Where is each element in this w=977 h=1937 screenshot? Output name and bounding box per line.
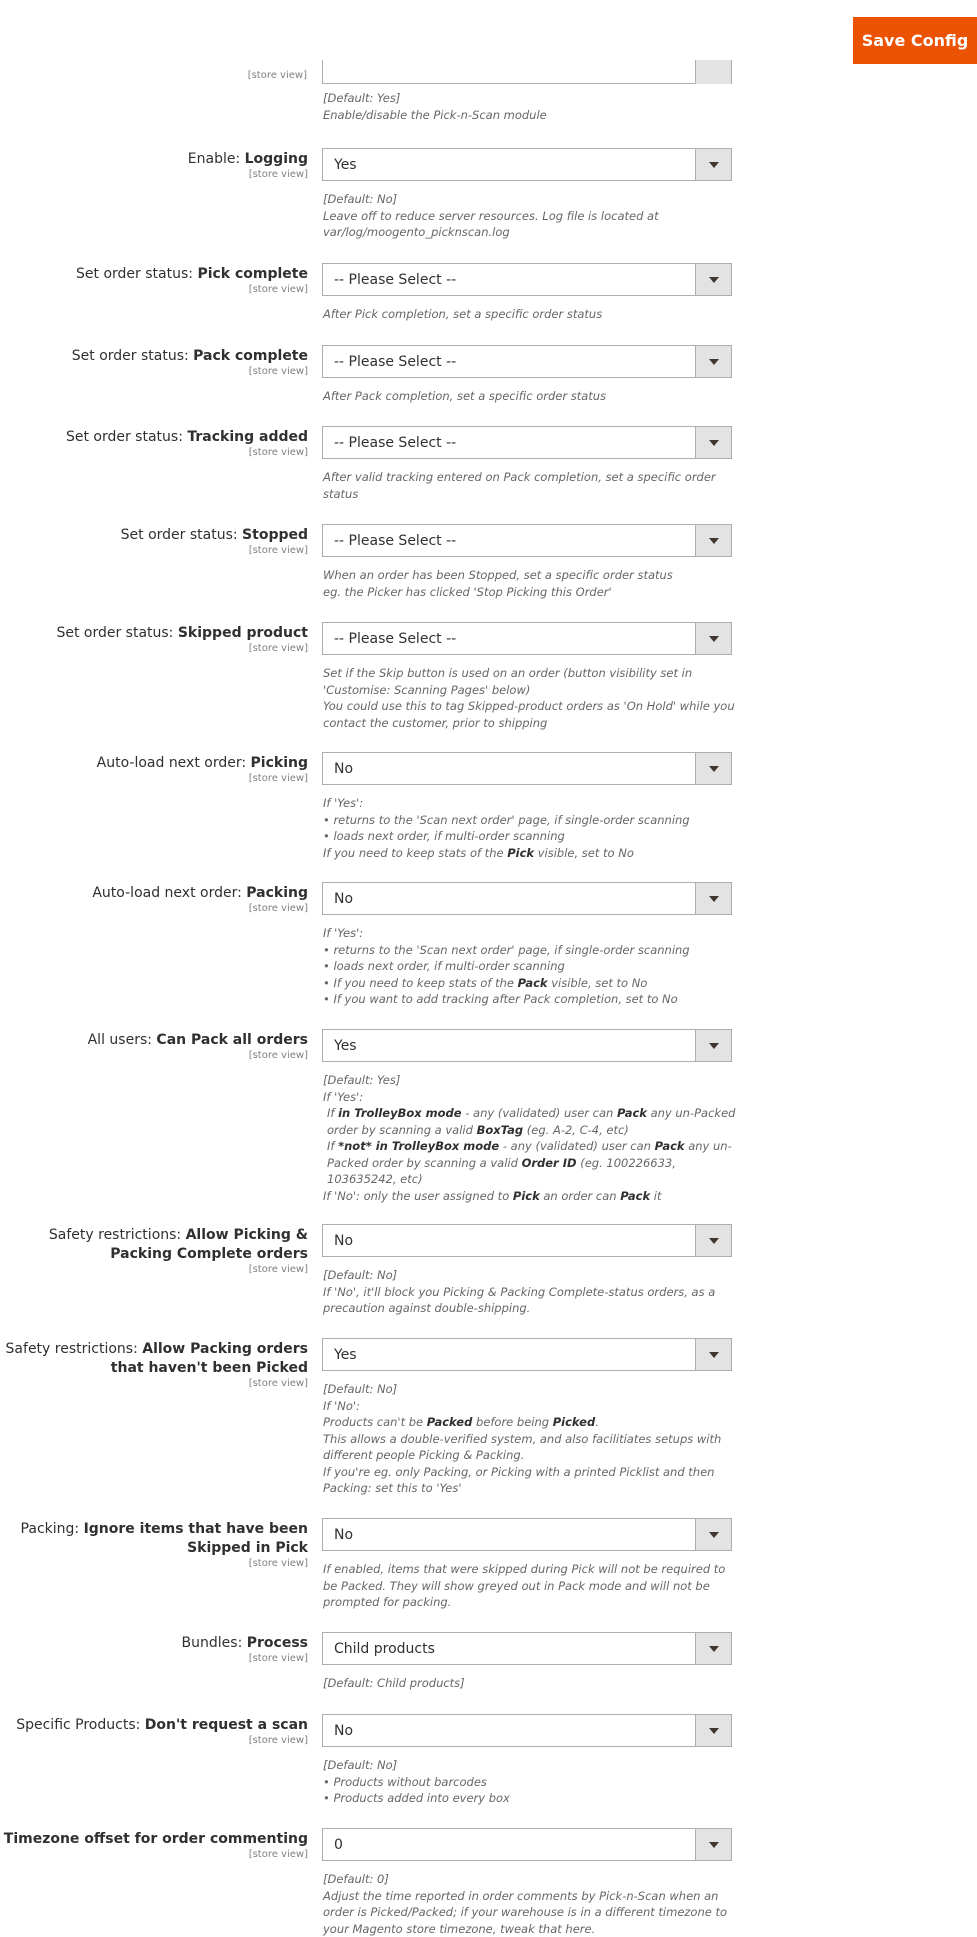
field-label [0,428,308,459]
skipped-product-select[interactable] [322,622,732,655]
logging-select[interactable] [322,148,732,181]
field-label-prefix: Bundles: [182,1635,247,1651]
comment-line [323,1072,738,1089]
comment-line [323,1381,738,1398]
field-comment [323,567,738,600]
field-label [0,1340,308,1390]
tracking-added-select[interactable] [322,426,732,459]
chevron-down-icon [709,538,719,544]
field-label-prefix: All users: [88,1032,157,1048]
comment-text: If 'No': only the user assigned to [323,1189,513,1203]
scope-label: [store view] [0,1735,308,1747]
field-comment [323,1757,738,1807]
field-label-name: Stopped [242,527,308,543]
comment-text: [Default: No] [323,1758,397,1772]
field-comment [323,306,738,323]
comment-line [323,958,738,975]
field-label [0,1226,308,1276]
timezone-offset-for-order-commenting-select[interactable] [322,1828,732,1861]
select-value: No [334,1723,353,1739]
comment-text: [Default: Yes] [323,1073,400,1087]
field-label-name: Can Pack all orders [156,1032,308,1048]
field-label-prefix: Set order status: [76,266,197,282]
select-toggle[interactable] [695,1339,731,1370]
comment-line [323,1138,738,1188]
chevron-down-icon [709,1352,719,1358]
comment-line [323,208,738,241]
comment-text: • Products without barcodes [323,1775,487,1789]
field-label-name: Picking [251,755,308,771]
comment-text: [Default: No] [323,1268,397,1282]
comment-emphasis: Packed [427,1415,473,1429]
comment-text: it [650,1189,661,1203]
field-comment [323,1072,738,1204]
field-label [0,1031,308,1062]
field-comment [323,1675,738,1692]
comment-line [323,567,738,584]
comment-line: Enable/disable the Pick-n-Scan module [323,107,738,124]
comment-line [323,1284,738,1317]
field-label-prefix: Enable: [188,151,245,167]
field-label-name: Process [247,1635,308,1651]
chevron-down-icon [709,277,719,283]
select-value: No [334,761,353,777]
allow-packing-orders-that-haven-t-been-picked-select[interactable] [322,1338,732,1371]
field-label-prefix: Auto-load next order: [97,755,251,771]
comment-emphasis: Pack [617,1106,647,1120]
comment-text: If [327,1139,338,1153]
field-label [0,754,308,785]
select-value: No [334,1233,353,1249]
comment-line [323,795,738,812]
field-label [0,1716,308,1747]
field-label-name: Ignore items that have been Skipped in Pick [84,1521,308,1556]
comment-emphasis: Order ID [522,1156,577,1170]
scope-label: [store view] [0,1849,308,1861]
select-toggle[interactable] [695,1633,731,1664]
comment-text: - any (validated) user can [499,1139,654,1153]
field-label [0,265,308,296]
comment-text: If 'No', it'll block you Picking & Packing Complete-status orders, as a precaution against double-shipping. [323,1285,715,1316]
save-config-button[interactable]: Save Config [853,17,977,64]
field-label-name: Don't request a scan [145,1717,308,1733]
select-toggle[interactable] [695,1829,731,1860]
comment-line [323,942,738,959]
comment-text: When an order has been Stopped, set a specific order status [323,568,673,582]
comment-text: If [327,1106,338,1120]
comment-text: [Default: 0] [323,1872,389,1886]
scope-label: [store view] [0,1378,308,1390]
scope-label: [store view] [0,1653,308,1665]
comment-text: • Products added into every box [323,1791,510,1805]
comment-text: If 'No': [323,1399,360,1413]
chevron-down-icon [709,440,719,446]
select-toggle[interactable] [695,623,731,654]
field-comment [323,1871,738,1937]
select-toggle[interactable] [695,1519,731,1550]
chevron-down-icon [709,896,719,902]
field-label [0,1634,308,1665]
select-value: No [334,1527,353,1543]
field-comment [323,795,738,861]
scope-label: [store view] [0,169,308,181]
comment-emphasis: Pick [507,846,534,860]
field-comment [323,1561,738,1611]
comment-line [323,1774,738,1791]
comment-line [323,1675,738,1692]
comment-line [323,1105,738,1138]
comment-emphasis: Pick [513,1189,540,1203]
comment-text: • If you need to keep stats of the [323,976,518,990]
comment-line [323,828,738,845]
field-label-prefix: Specific Products: [16,1717,145,1733]
scope-label: [store view] [0,366,308,378]
field-comment [323,191,738,241]
field-comment [323,1381,738,1497]
comment-line [323,1757,738,1774]
comment-line [323,388,738,405]
comment-text: any un-Packed order by scanning a valid [327,1139,732,1170]
comment-line [323,1464,738,1497]
comment-emphasis: *not* in TrolleyBox mode [338,1139,499,1153]
field-label-prefix: Set order status: [56,625,177,641]
chevron-down-icon [709,1728,719,1734]
field-label-name: Allow Packing orders that haven't been Picked [111,1341,308,1376]
select-toggle[interactable] [695,264,731,295]
field-label [0,1830,308,1861]
comment-text: • loads next order, if multi-order scanning [323,829,565,843]
allow-picking-packing-complete-orders-select[interactable] [322,1224,732,1257]
scope-label: [store view] [0,1558,308,1570]
field-label [0,347,308,378]
field-label-prefix: Safety restrictions: [49,1227,186,1243]
select-value: Yes [334,1038,357,1054]
comment-text: visible, set to No [548,976,648,990]
ignore-items-that-have-been-skipped-in-pick-select[interactable] [322,1518,732,1551]
comment-line [323,306,738,323]
comment-line [323,1267,738,1284]
comment-text: [Default: No] [323,1382,397,1396]
field-label-name: Skipped product [178,625,308,641]
comment-emphasis: Pack [518,976,548,990]
picking-select[interactable] [322,752,732,785]
select-toggle[interactable] [695,883,731,914]
field-label-name: Pick complete [197,266,308,282]
comment-text: If 'Yes': [323,926,363,940]
chevron-down-icon [709,1043,719,1049]
can-pack-all-orders-select[interactable] [322,1029,732,1062]
comment-line [323,1431,738,1464]
chevron-down-icon [709,1532,719,1538]
field-comment [323,925,738,1008]
select-value: Child products [334,1641,435,1657]
scope-label: [store view] [0,773,308,785]
scope-label: [store view] [248,70,307,81]
pack-complete-select[interactable] [322,345,732,378]
scope-label: [store view] [0,643,308,655]
comment-text: Adjust the time reported in order comments by Pick-n-Scan when an order is Picked/Packed; if your warehouse is in a different timezone to your Magento store timezone, tweak that here. [323,1889,727,1936]
comment-line [323,1188,738,1205]
scope-label: [store view] [0,545,308,557]
select-value: -- Please Select -- [334,272,456,288]
field-label [0,884,308,915]
select-toggle[interactable] [695,149,731,180]
enable-module-select[interactable] [322,60,732,84]
comment-text: [Default: Child products] [323,1676,465,1690]
field-label-name: Packing [246,885,308,901]
process-select[interactable] [322,1632,732,1665]
comment-line [323,698,738,731]
select-value: 0 [334,1837,343,1853]
comment-text: (eg. 100226633, 103635242, etc) [327,1156,676,1187]
field-label-prefix: Set order status: [72,348,193,364]
comment-line [323,925,738,942]
select-value: -- Please Select -- [334,533,456,549]
select-value: -- Please Select -- [334,354,456,370]
comment-text: . [595,1415,599,1429]
comment-text: If 'Yes': [323,796,363,810]
comment-line [323,812,738,829]
scope-label: [store view] [0,447,308,459]
field-label-name: Allow Picking & Packing Complete orders [110,1227,308,1262]
scope-label: [store view] [0,903,308,915]
field-comment [323,665,738,731]
comment-line [323,1414,738,1431]
comment-text: - any (validated) user can [462,1106,617,1120]
comment-line [323,1398,738,1415]
select-value: No [334,891,353,907]
comment-text: If 'Yes': [323,1090,363,1104]
field-label [0,1520,308,1570]
chevron-down-icon [709,766,719,772]
comment-text: If enabled, items that were skipped during Pick will not be required to be Packed. They will show greyed out in Pack mode and will not be prompted for packing. [323,1562,725,1609]
comment-text: If you need to keep stats of the [323,846,507,860]
select-toggle[interactable] [695,427,731,458]
pick-complete-select[interactable] [322,263,732,296]
comment-text: If you're eg. only Packing, or Picking with a printed Picklist and then Packing: set this to 'Yes' [323,1465,714,1496]
comment-text: an order can [540,1189,620,1203]
select-toggle[interactable] [695,1715,731,1746]
field-label [0,150,308,181]
comment-text: After Pack completion, set a specific order status [323,389,606,403]
field-label-name: Tracking added [187,429,308,445]
comment-emphasis: in TrolleyBox mode [338,1106,461,1120]
field-label-name: Timezone offset for order commenting [4,1831,308,1847]
select-toggle[interactable] [695,753,731,784]
select-value: Yes [334,1347,357,1363]
comment-emphasis: Picked [553,1415,595,1429]
select-toggle[interactable] [695,1030,731,1061]
field-comment [323,1267,738,1317]
comment-text: Set if the Skip button is used on an order (button visibility set in 'Customise: Scanning Pages' below) [323,666,692,697]
chevron-down-icon [709,1646,719,1652]
comment-line [323,975,738,992]
comment-line [323,1871,738,1888]
comment-emphasis: Pack [620,1189,650,1203]
comment-line [323,665,738,698]
comment-text: visible, set to No [534,846,634,860]
comment-text: After valid tracking entered on Pack completion, set a specific order status [323,470,716,501]
field-label-prefix: Set order status: [66,429,187,445]
comment-text: Leave off to reduce server resources. Log file is located at var/log/moogento_picknscan.log [323,209,659,240]
comment-text: • returns to the 'Scan next order' page, if single-order scanning [323,813,690,827]
chevron-down-icon [709,636,719,642]
comment-line [323,469,738,502]
comment-line [323,1561,738,1611]
field-comment [323,388,738,405]
field-label-prefix: Auto-load next order: [92,885,246,901]
comment-emphasis: Pack [655,1139,685,1153]
comment-line [323,1790,738,1807]
comment-text: You could use this to tag Skipped-product orders as 'On Hold' while you contact the customer, prior to shipping [323,699,735,730]
don-t-request-a-scan-select[interactable] [322,1714,732,1747]
comment-text: This allows a double-verified system, and also facilitiates setups with different people Picking & Packing. [323,1432,721,1463]
select-toggle[interactable] [695,60,731,84]
chevron-down-icon [709,1238,719,1244]
comment-line [323,1888,738,1937]
comment-line [323,1089,738,1106]
scope-label: [store view] [0,1264,308,1276]
select-value: Yes [334,157,357,173]
comment-text: eg. the Picker has clicked 'Stop Picking this Order' [323,585,612,599]
comment-text: After Pick completion, set a specific order status [323,307,602,321]
comment-line [323,845,738,862]
comment-text: Products can't be [323,1415,427,1429]
comment-text: before being [472,1415,552,1429]
comment-line [323,991,738,1008]
field-label [0,526,308,557]
scope-label: [store view] [0,284,308,296]
field-label-name: Logging [245,151,308,167]
comment-line [323,191,738,208]
field-label-name: Pack complete [193,348,308,364]
field-label [0,624,308,655]
chevron-down-icon [709,162,719,168]
comment-emphasis: BoxTag [477,1123,524,1137]
comment-text: [Default: No] [323,192,397,206]
packing-select[interactable] [322,882,732,915]
stopped-select[interactable] [322,524,732,557]
field-label-prefix: Packing: [21,1521,84,1537]
select-value: -- Please Select -- [334,435,456,451]
comment-text: (eg. A-2, C-4, etc) [523,1123,629,1137]
scope-label: [store view] [0,1050,308,1062]
field-comment [323,469,738,502]
comment-line: [Default: Yes] [323,90,738,107]
field-comment [323,90,738,123]
comment-text: • If you want to add tracking after Pack completion, set to No [323,992,678,1006]
comment-line [323,584,738,601]
comment-text: any un-Packed order by scanning a valid [327,1106,735,1137]
select-toggle[interactable] [695,346,731,377]
field-label-prefix: Safety restrictions: [6,1341,143,1357]
chevron-down-icon [709,1842,719,1848]
comment-text: • loads next order, if multi-order scanning [323,959,565,973]
select-toggle[interactable] [695,525,731,556]
field-label-prefix: Set order status: [121,527,242,543]
comment-text: • returns to the 'Scan next order' page, if single-order scanning [323,943,690,957]
select-value: -- Please Select -- [334,631,456,647]
select-toggle[interactable] [695,1225,731,1256]
chevron-down-icon [709,359,719,365]
